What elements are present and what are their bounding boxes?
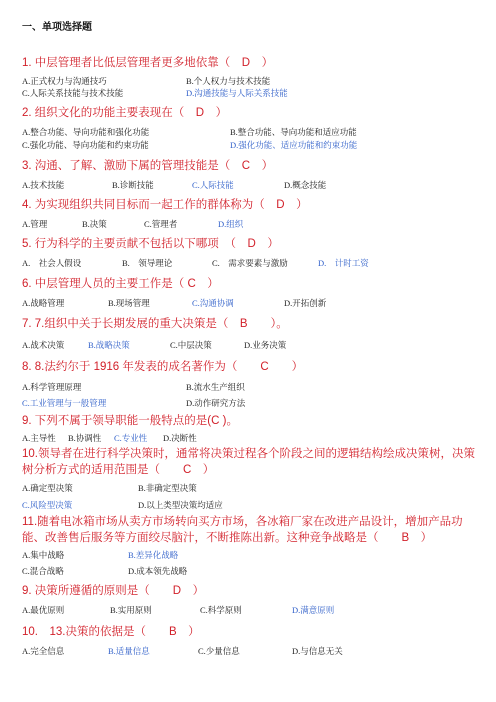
option-a: A.整合功能、导向功能和强化功能 [22,127,150,137]
options-row [22,76,484,87]
options-row [22,500,484,511]
option-c: C.中层决策 [170,340,212,350]
option-c: C.人际技能 [192,180,234,190]
question-4: 4. 为实现组织共同目标而一起工作的群体称为（ D ） [22,199,308,211]
option-d: D. 计时工资 [318,258,369,268]
question-8: 8. 8.法约尔于 1916 年发表的成名著作为（ C ） [22,361,304,373]
options-row [22,605,484,616]
question-12: 9. 决策所遵循的原则是（ D ） [22,585,205,597]
option-c: C.工业管理与一般管理 [22,398,107,408]
option-b: B.个人权力与技术技能 [186,76,271,86]
options-row [22,88,484,99]
question-6: 6. 中层管理人员的主要工作是（ C ） [22,278,219,290]
option-b: B.流水生产组织 [186,382,245,392]
option-c: C.人际关系技能与技术技能 [22,88,124,98]
options-row [22,550,484,561]
question-9: 9. 下列不属于领导职能一般特点的是(C )。 [22,415,238,427]
option-d: D.业务决策 [244,340,287,350]
option-d: D.沟通技能与人际关系技能 [186,88,288,98]
options-row [22,398,484,409]
question-2: 2. 组织文化的功能主要表现在（ D ） [22,107,228,119]
option-a: A.管理 [22,219,48,229]
option-d: D.概念技能 [284,180,327,190]
option-d: D.满意原则 [292,605,335,615]
options-row [22,340,484,351]
option-d: D.开拓创新 [284,298,327,308]
options-row [22,382,484,393]
option-c: C.少量信息 [198,646,240,656]
option-a: A.完全信息 [22,646,65,656]
option-a: A.科学管理原理 [22,382,82,392]
option-a: A.正式权力与沟通技巧 [22,76,107,86]
options-row [22,258,484,269]
option-c: C.强化功能、导向功能和约束功能 [22,140,149,150]
option-a: A.战术决策 [22,340,65,350]
option-a: A.最优原则 [22,605,65,615]
option-c: C. 需求要素与激励 [212,258,288,268]
option-b: B.诊断技能 [112,180,154,190]
option-a: A.战略管理 [22,298,65,308]
option-b: B.适量信息 [108,646,150,656]
options-row [22,646,484,657]
option-c: C.科学原则 [200,605,242,615]
option-b: B. 领导理论 [122,258,173,268]
option-b: B.现场管理 [108,298,150,308]
question-5: 5. 行为科学的主要贡献不包括以下哪项 （ D ） [22,238,279,250]
option-a: A.主导性 [22,433,56,443]
option-c: C.专业性 [114,433,148,443]
options-row [22,127,484,138]
option-d: D.组织 [218,219,244,229]
question-10: 10.领导者在进行科学决策时，通常将决策过程各个阶段之间的逻辑结构绘成决策树，决策树分析方式的适用范围是（ C ） [22,448,475,476]
option-b: B.差异化战略 [128,550,179,560]
option-d: D.动作研究方法 [186,398,246,408]
option-d: D.决断性 [163,433,197,443]
options-row [22,566,484,577]
option-c: C.混合战略 [22,566,64,576]
question-11: 11.随着电冰箱市场从卖方市场转向买方市场，各冰箱厂家在改进产品设计，增加产品功能、改善售后服务等方面绞尽脑汁，不断推陈出新。这种竞争战略是（ B ） [22,516,463,544]
question-7: 7. 7.组织中关于长期发展的重大决策是（ B ）。 [22,318,288,330]
option-b: B.协调性 [68,433,102,443]
section-title: 一、单项选择题 [22,22,92,33]
option-c: C.风险型决策 [22,500,73,510]
options-row [22,219,484,230]
options-row [22,140,484,151]
option-d: D.成本领先战略 [128,566,188,576]
option-b: B.实用原则 [110,605,152,615]
options-row [22,433,484,444]
option-b: B.整合功能、导向功能和适应功能 [230,127,357,137]
option-c: C.沟通协调 [192,298,234,308]
option-d: D.以上类型决策均适应 [138,500,223,510]
option-a: A.确定型决策 [22,483,73,493]
option-b: B.非确定型决策 [138,483,197,493]
option-c: C.管理者 [144,219,178,229]
options-row [22,483,484,494]
question-3: 3. 沟通、了解、激励下属的管理技能是（ C ） [22,160,274,172]
option-d: D.与信息无关 [292,646,343,656]
options-row [22,298,484,309]
question-1: 1. 中层管理者比低层管理者更多地依靠（ D ） [22,57,274,69]
options-row [22,180,484,191]
option-d: D.强化功能、适应功能和约束功能 [230,140,358,150]
option-a: A.集中战略 [22,550,65,560]
option-b: B.决策 [82,219,107,229]
option-a: A. 社会人假设 [22,258,82,268]
option-b: B.战略决策 [88,340,130,350]
option-a: A.技术技能 [22,180,65,190]
question-13: 10. 13.决策的依据是（ B ） [22,626,200,638]
